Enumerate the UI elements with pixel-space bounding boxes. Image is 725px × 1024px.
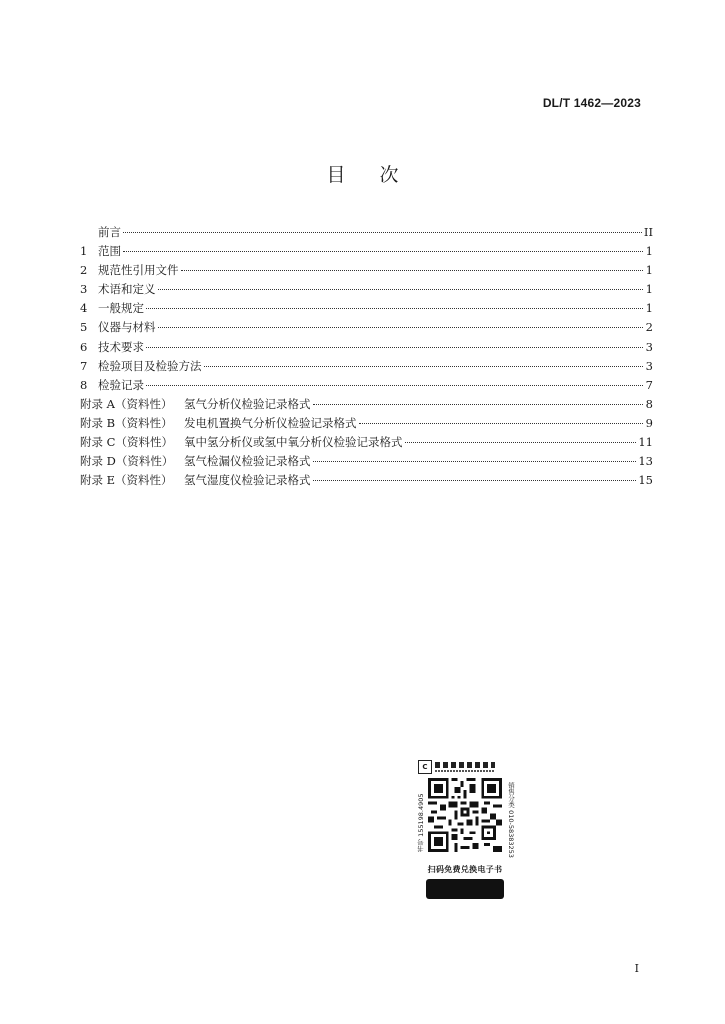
toc-number: 2 bbox=[80, 263, 88, 278]
toc-page-number: 1 bbox=[645, 263, 653, 278]
toc-title: 检验项目及检验方法 bbox=[98, 358, 202, 373]
toc-number: 6 bbox=[80, 339, 88, 354]
appendix-title: 氢气检漏仪检验记录格式 bbox=[184, 454, 311, 469]
toc-page-number: 11 bbox=[638, 435, 653, 450]
appendix-title: 氢气湿度仪检验记录格式 bbox=[184, 473, 311, 488]
toc-appendix-entry[interactable] bbox=[80, 415, 653, 434]
toc-title: 技术要求 bbox=[98, 339, 144, 354]
toc-entry[interactable] bbox=[80, 319, 653, 338]
toc-entry[interactable] bbox=[80, 281, 653, 300]
toc-page-number: 1 bbox=[645, 244, 653, 259]
toc-title: 一般规定 bbox=[98, 301, 144, 316]
publisher-header bbox=[418, 758, 512, 776]
toc-page-number: 3 bbox=[645, 358, 653, 373]
leader-dots bbox=[158, 289, 644, 290]
page-title: 目次 bbox=[326, 164, 433, 186]
leader-dots bbox=[359, 423, 644, 424]
toc-page-number: 15 bbox=[638, 473, 653, 488]
toc-title: 检验记录 bbox=[98, 377, 144, 392]
toc-page-number: 7 bbox=[645, 377, 653, 392]
toc-appendix-entry[interactable] bbox=[80, 434, 653, 453]
toc-title: 仪器与材料 bbox=[98, 320, 156, 335]
toc-page-number: 1 bbox=[645, 301, 653, 316]
toc-entry[interactable] bbox=[80, 243, 653, 262]
appendix-label: 附录 D（资料性） bbox=[80, 454, 174, 469]
toc-page-number: 8 bbox=[645, 396, 653, 411]
appendix-label: 附录 A（资料性） bbox=[80, 396, 173, 411]
toc-page-number: 1 bbox=[645, 282, 653, 297]
leader-dots bbox=[146, 385, 643, 386]
toc-page-number: 9 bbox=[645, 415, 653, 430]
leader-dots bbox=[158, 327, 644, 328]
ebook-qr-sticker bbox=[417, 758, 515, 896]
toc-number: 8 bbox=[80, 377, 88, 392]
toc-number: 7 bbox=[80, 358, 88, 373]
leader-dots bbox=[181, 270, 644, 271]
toc-number: 5 bbox=[80, 320, 88, 335]
table-of-contents bbox=[80, 224, 653, 491]
leader-dots bbox=[146, 308, 643, 309]
toc-entry[interactable] bbox=[80, 377, 653, 396]
toc-page-number: II bbox=[643, 225, 653, 239]
toc-appendix-entry[interactable] bbox=[80, 396, 653, 415]
leader-dots bbox=[313, 461, 637, 462]
page-number: I bbox=[634, 962, 639, 975]
leader-dots bbox=[313, 480, 637, 481]
leader-dots bbox=[123, 232, 642, 233]
appendix-label: 附录 C（资料性） bbox=[80, 435, 173, 450]
sales-phone-text: 销售分类 010-58383253 bbox=[507, 782, 515, 858]
toc-entry[interactable] bbox=[80, 300, 653, 319]
qr-caption: 扫码免费兑换电子书 bbox=[427, 865, 503, 874]
toc-appendix-entry[interactable] bbox=[80, 453, 653, 472]
toc-page-number: 13 bbox=[638, 454, 653, 469]
toc-entry[interactable] bbox=[80, 262, 653, 281]
leader-dots bbox=[313, 404, 644, 405]
appendix-label: 附录 B（资料性） bbox=[80, 415, 173, 430]
appendix-title: 氢气分析仪检验记录格式 bbox=[184, 396, 311, 411]
toc-title: 范围 bbox=[98, 244, 121, 259]
toc-title: 前言 bbox=[98, 225, 121, 239]
toc-entry[interactable] bbox=[80, 224, 653, 243]
toc-entry[interactable] bbox=[80, 358, 653, 377]
publisher-logo-icon: C bbox=[418, 760, 432, 774]
leader-dots bbox=[405, 442, 637, 443]
leader-dots bbox=[123, 251, 643, 252]
toc-number: 4 bbox=[80, 301, 88, 316]
toc-title: 规范性引用文件 bbox=[98, 263, 179, 278]
toc-entry[interactable] bbox=[80, 339, 653, 358]
leader-dots bbox=[204, 366, 644, 367]
qr-code-icon[interactable] bbox=[428, 778, 502, 852]
scratch-code-panel[interactable] bbox=[426, 879, 504, 899]
appendix-title: 发电机置换气分析仪检验记录格式 bbox=[184, 415, 357, 430]
toc-title: 术语和定义 bbox=[98, 282, 156, 297]
toc-page-number: 3 bbox=[645, 339, 653, 354]
toc-page-number: 2 bbox=[645, 320, 653, 335]
appendix-label: 附录 E（资料性） bbox=[80, 473, 173, 488]
book-number-text: 书号 155198.4905 bbox=[417, 793, 425, 852]
publisher-wordmark bbox=[435, 762, 495, 772]
standard-code: DL/T 1462—2023 bbox=[542, 96, 641, 110]
toc-appendix-entry[interactable] bbox=[80, 472, 653, 491]
toc-number: 3 bbox=[80, 282, 88, 297]
leader-dots bbox=[146, 347, 643, 348]
toc-number: 1 bbox=[80, 244, 88, 259]
appendix-title: 氧中氢分析仪或氢中氧分析仪检验记录格式 bbox=[184, 435, 403, 450]
